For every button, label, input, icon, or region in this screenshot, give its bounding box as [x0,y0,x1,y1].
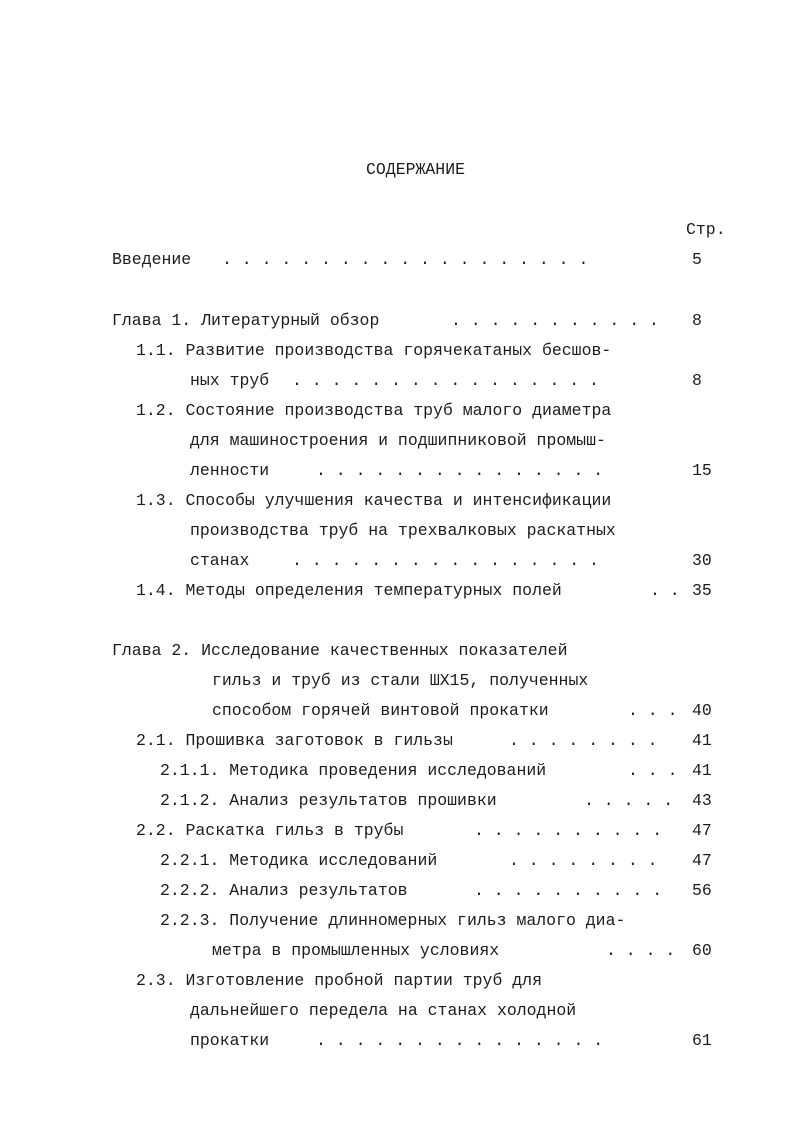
toc-entry-text: 2.1. Прошивка заготовок в гильзы [136,731,453,750]
toc-entry-text: ных труб [190,371,270,390]
toc-page-number: 47 [692,821,712,840]
dot-leader: . . . . . . . . . . . . . . . . . . . [222,250,589,269]
toc-entry-text: 2.2.3. Получение длинномерных гильз малого диа- [160,911,626,930]
toc-entry-text: дальнейшего передела на станах холодной [190,1001,577,1020]
toc-page-number: 5 [692,250,702,269]
toc-entry-text: 2.3. Изготовление пробной партии труб для [136,971,542,990]
toc-page-number: 8 [692,371,702,390]
toc-page-number: 8 [692,311,702,330]
toc-entry-text: 1.1. Развитие производства горячекатаных бесшов- [136,341,612,360]
toc-page-number: 35 [692,581,712,600]
toc-page-number: 41 [692,731,712,750]
toc-page-number: 30 [692,551,712,570]
dot-leader: . . . . . [584,791,674,810]
dot-leader: . . [650,581,680,600]
dot-leader: . . . . . . . . . . . [451,311,659,330]
toc-page-number: 60 [692,941,712,960]
toc-entry-text: прокатки [190,1031,270,1050]
page-title: СОДЕРЖАНИЕ [366,160,466,179]
toc-entry-text: 1.2. Состояние производства труб малого диаметра [136,401,612,420]
toc-entry-text: Глава 2. Исследование качественных показателей [112,641,568,660]
page-column-header: Стр. [686,220,726,239]
dot-leader: . . . [628,761,678,780]
dot-leader: . . . . . . . . . . [474,821,663,840]
toc-entry-text: 2.2.1. Методика исследований [160,851,438,870]
toc-page-number: 47 [692,851,712,870]
toc-entry-text: производства труб на трехвалковых раскатных [190,521,616,540]
dot-leader: . . . . . . . . . . . . . . . . [292,371,599,390]
dot-leader: . . . . . . . . . . [474,881,663,900]
toc-entry-text: 2.2.2. Анализ результатов [160,881,408,900]
toc-page-number: 43 [692,791,712,810]
toc-page-number: 40 [692,701,712,720]
dot-leader: . . . . . . . . . . . . . . . [316,1031,604,1050]
dot-leader: . . . . . . . . . . . . . . . [316,461,604,480]
toc-entry-text: 1.3. Способы улучшения качества и интенсификации [136,491,612,510]
toc-entry-text: 2.2. Раскатка гильз в трубы [136,821,404,840]
toc-entry-text: метра в промышленных условиях [212,941,500,960]
toc-page-number: 61 [692,1031,712,1050]
toc-page-number: 15 [692,461,712,480]
dot-leader: . . . . . . . . [509,851,658,870]
toc-entry-text: способом горячей винтовой прокатки [212,701,549,720]
toc-entry-text: 1.4. Методы определения температурных полей [136,581,562,600]
toc-entry-text: Глава 1. Литературный обзор [112,311,380,330]
dot-leader: . . . . . . . . [509,731,658,750]
toc-entry-text: 2.1.1. Методика проведения исследований [160,761,547,780]
toc-entry-text: ленности [190,461,270,480]
toc-entry-text: станах [190,551,250,570]
dot-leader: . . . . . . . . . . . . . . . . [292,551,599,570]
toc-entry-text: для машиностроения и подшипниковой промыш- [190,431,606,450]
toc-page-number: 41 [692,761,712,780]
toc-entry-text: 2.1.2. Анализ результатов прошивки [160,791,497,810]
toc-page-number: 56 [692,881,712,900]
dot-leader: . . . [628,701,678,720]
toc-entry-text: Введение [112,250,192,269]
toc-entry-text: гильз и труб из стали ШХ15, полученных [212,671,589,690]
dot-leader: . . . . [606,941,676,960]
